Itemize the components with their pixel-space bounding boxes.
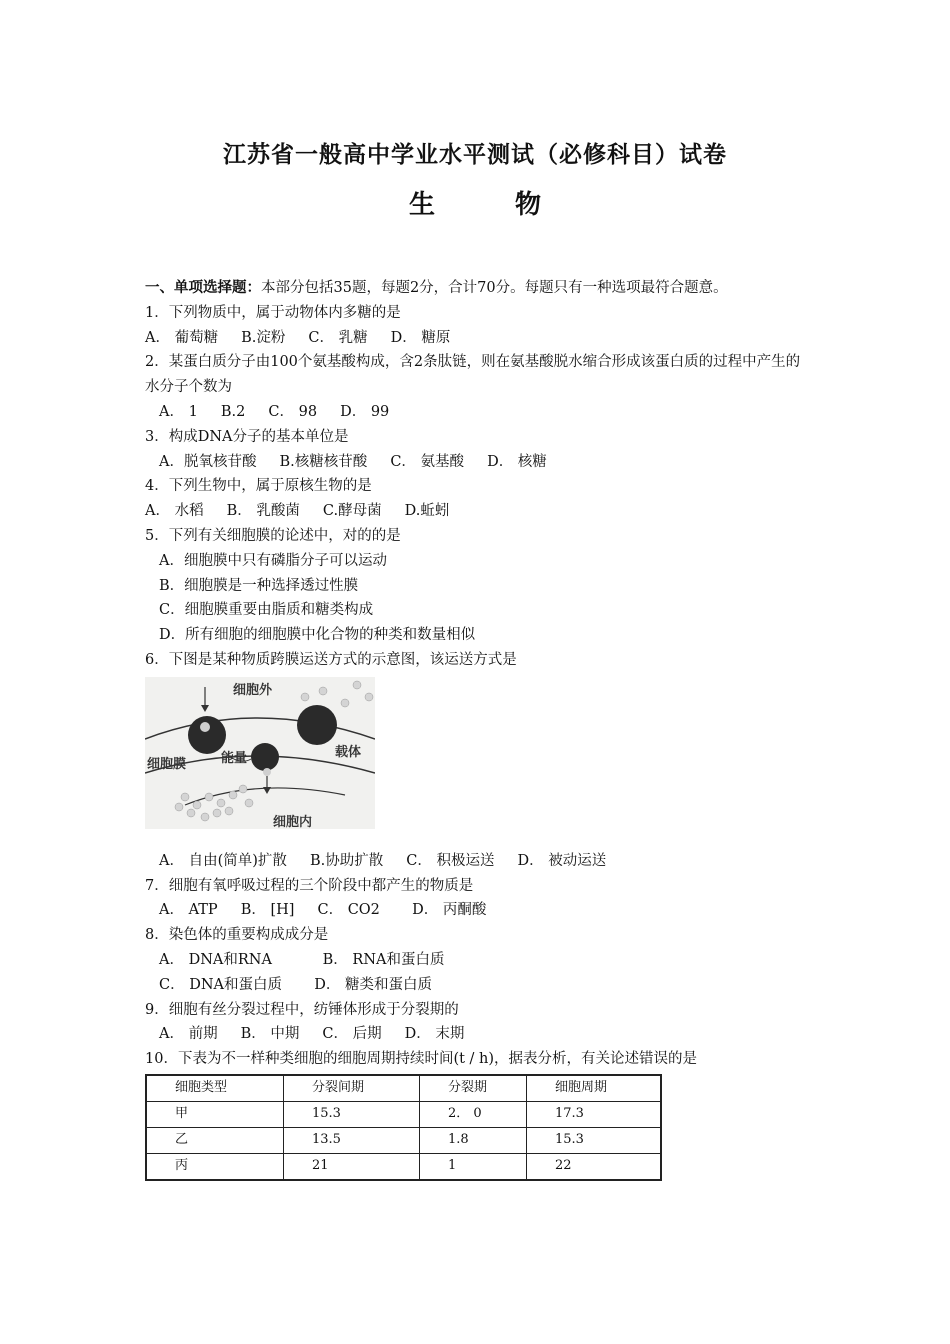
q8-options-row1: A． DNA和RNA B． RNA和蛋白质 xyxy=(159,951,445,968)
table-cell: 1 xyxy=(420,1153,527,1180)
q8-stem: 8．染色体的重要构成成分是 xyxy=(145,927,329,944)
section-heading: 一、单项选择题： xyxy=(145,279,261,296)
membrane-transport-figure xyxy=(145,677,375,829)
q2-stem: 2．某蛋白质分子由100个氨基酸构成，含2条肽链，则在氨基酸脱水缩合形成该蛋白质的过程中产生的水分子个数为 xyxy=(145,354,801,396)
q9-options: A． 前期 B． 中期 C． 后期 D． 末期 xyxy=(159,1026,465,1043)
q6-stem: 6．下图是某种物质跨膜运送方式的示意图，该运送方式是 xyxy=(145,651,517,668)
section-intro xyxy=(145,276,810,301)
q4-options: A． 水稻 B． 乳酸菌 C.酵母菌 D.蚯蚓 xyxy=(145,503,450,520)
table-cell: 13.5 xyxy=(284,1127,420,1153)
label-outside: 细胞外 xyxy=(233,682,273,698)
q9-stem: 9．细胞有丝分裂过程中，纺锤体形成于分裂期的 xyxy=(145,1001,459,1018)
table-cell: 15.3 xyxy=(284,1101,420,1127)
table-cell: 丙 xyxy=(146,1153,284,1180)
table-cell: 22 xyxy=(527,1153,662,1180)
label-carrier: 载体 xyxy=(335,744,362,760)
q5-option-c: C．细胞膜重要由脂质和糖类构成 xyxy=(159,602,374,619)
table-cell: 1.8 xyxy=(420,1127,527,1153)
q5-option-b: B．细胞膜是一种选择透过性膜 xyxy=(159,577,359,594)
q5-option-d: D．所有细胞的细胞膜中化合物的种类和数量相似 xyxy=(159,627,476,644)
q1-options: A． 葡萄糖 B.淀粉 C． 乳糖 D． 糖原 xyxy=(145,329,451,346)
q8-options-row2: C． DNA和蛋白质 D． 糖类和蛋白质 xyxy=(159,976,432,993)
table-cell: 17.3 xyxy=(527,1101,662,1127)
label-inside: 细胞内 xyxy=(273,814,313,830)
table-header-cell: 分裂期 xyxy=(420,1075,527,1102)
table-cell: 2． 0 xyxy=(420,1101,527,1127)
question-content xyxy=(145,276,810,1181)
table-row xyxy=(146,1153,661,1180)
q2-options: A． 1 B.2 C． 98 D． 99 xyxy=(159,403,390,420)
section-description: 本部分包括35题，每题2分，合计70分。每题只有一种选项最符合题意。 xyxy=(261,280,728,296)
cell-cycle-table xyxy=(145,1074,662,1181)
table-row xyxy=(146,1101,661,1127)
q4-stem: 4．下列生物中，属于原核生物的是 xyxy=(145,478,372,495)
q7-options: A． ATP B． [H] C． CO2 D． 丙酮酸 xyxy=(159,902,487,919)
table-row xyxy=(146,1127,661,1153)
q3-options: A．脱氧核苷酸 B.核糖核苷酸 C． 氨基酸 D． 核糖 xyxy=(159,453,547,470)
table-header-cell: 细胞周期 xyxy=(527,1075,662,1102)
subject-title xyxy=(0,184,950,221)
table-header-cell: 细胞类型 xyxy=(146,1075,284,1102)
table-cell: 21 xyxy=(284,1153,420,1180)
exam-title: 江苏省一般高中学业水平测试（必修科目）试卷 xyxy=(223,141,727,168)
subject-char-2: 物 xyxy=(515,190,542,220)
q5-option-a: A．细胞膜中只有磷脂分子可以运动 xyxy=(159,552,387,569)
q3-stem: 3．构成DNA分子的基本单位是 xyxy=(145,428,349,445)
q10-stem: 10．下表为不一样种类细胞的细胞周期持续时间(t / h)，据表分析，有关论述错误的是 xyxy=(145,1051,698,1068)
label-membrane: 细胞膜 xyxy=(147,756,187,772)
table-cell: 乙 xyxy=(146,1127,284,1153)
label-energy: 能量 xyxy=(221,750,248,766)
q1-stem: 1．下列物质中，属于动物体内多糖的是 xyxy=(145,304,401,321)
q6-options: A． 自由(简单)扩散 B.协助扩散 C． 积极运送 D． 被动运送 xyxy=(159,852,607,869)
table-header-row xyxy=(146,1075,661,1102)
q7-stem: 7．细胞有氧呼吸过程的三个阶段中都产生的物质是 xyxy=(145,877,474,894)
table-cell: 15.3 xyxy=(527,1127,662,1153)
table-header-cell: 分裂间期 xyxy=(284,1075,420,1102)
subject-char-1: 生 xyxy=(408,190,435,220)
q5-stem: 5．下列有关细胞膜的论述中，对的的是 xyxy=(145,527,401,544)
table-cell: 甲 xyxy=(146,1101,284,1127)
